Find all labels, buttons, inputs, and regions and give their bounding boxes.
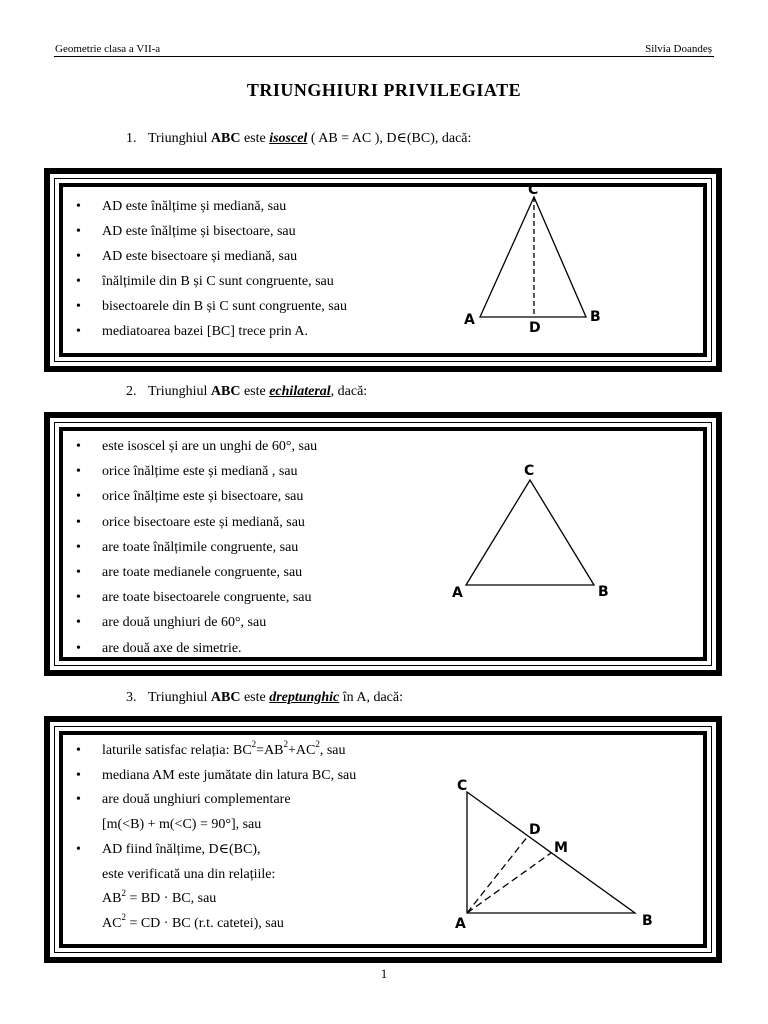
point-label-d: D: [529, 320, 541, 336]
header-author: Silvia Doandeș: [645, 43, 712, 55]
list-item-text: orice bisectoare este și mediană, sau: [102, 514, 305, 530]
triangle-abc: [467, 792, 635, 913]
list-item-text: =AB: [256, 743, 284, 758]
bullet-icon: •: [76, 464, 81, 480]
exponent: 2: [251, 739, 257, 750]
list-item-text: are toate înălțimile congruente, sau: [102, 539, 299, 555]
list-item-text: mediana AM este jumătate din latura BC, sau: [102, 767, 357, 783]
list-item-text: AD este bisectoare și mediană, sau: [102, 249, 298, 264]
list-item: [76, 269, 347, 294]
list-item: [76, 484, 317, 509]
section-1-heading: [126, 130, 471, 147]
list-item-text: mediatoarea bazei [BC] trece prin A.: [102, 324, 309, 339]
list-item: [76, 244, 347, 269]
bullet-icon: •: [76, 299, 81, 314]
vertex-label-a: A: [464, 312, 475, 328]
list-item-text: are toate medianele congruente, sau: [102, 565, 303, 581]
bullet-icon: •: [76, 565, 81, 581]
heading-text: este: [240, 690, 270, 705]
page-number: 1: [380, 966, 388, 981]
bullet-icon: •: [76, 841, 81, 857]
heading-text: este: [240, 131, 270, 146]
section-3-list: [76, 739, 356, 937]
vertex-label-c: C: [457, 778, 468, 794]
vertex-label-a: A: [455, 916, 466, 932]
heading-abc: ABC: [210, 131, 241, 146]
bullet-icon: •: [76, 324, 81, 339]
list-item: [76, 434, 317, 459]
heading-text: Triunghiul: [148, 690, 211, 705]
list-item-text: AD este înălțime și mediană, sau: [102, 199, 287, 214]
list-item-text: laturile satisfac relația: BC: [102, 743, 252, 758]
vertex-label-a: A: [452, 585, 463, 601]
triangle-abc: [480, 197, 586, 317]
list-item-text: are două axe de simetrie.: [102, 640, 242, 656]
list-item: [76, 510, 317, 535]
list-item: [76, 560, 317, 585]
list-item: [76, 459, 317, 484]
section-number: 2.: [126, 384, 137, 399]
heading-abc: ABC: [210, 384, 241, 399]
bullet-icon: •: [76, 274, 81, 289]
heading-text: , dacă:: [330, 384, 368, 399]
heading-keyword-echilateral: echilateral: [269, 384, 331, 399]
heading-keyword-isoscel: isoscel: [269, 131, 308, 146]
section-number: 1.: [126, 131, 137, 146]
vertex-label-b: B: [590, 309, 601, 325]
header-rule: [54, 56, 714, 57]
segment-am: [467, 853, 551, 913]
exponent: 2: [121, 887, 126, 898]
bullet-icon: •: [76, 767, 81, 783]
relation-text: AC: [102, 915, 122, 931]
list-item-text: AD este înălțime și bisectoare, sau: [102, 224, 296, 239]
heading-text: Triunghiul: [148, 384, 211, 399]
section-2-list: [76, 434, 317, 661]
point-label-d: D: [529, 822, 541, 838]
bullet-icon: •: [76, 792, 81, 808]
section-3-heading: [126, 690, 403, 706]
isosceles-triangle-figure: [460, 180, 610, 340]
list-item: [76, 194, 347, 219]
list-item: [76, 610, 317, 635]
exponent: 2: [315, 739, 320, 750]
list-item-text: înălțimile din B și C sunt congruente, sau: [102, 274, 334, 289]
bullet-icon: •: [76, 199, 81, 214]
list-item-text: este isoscel și are un unghi de 60°, sau: [102, 439, 318, 454]
exponent: 2: [283, 739, 289, 750]
header-subject: Geometrie clasa a VII-a: [55, 43, 161, 55]
page-title: TRIUNGHIURI PRIVILEGIATE: [246, 80, 522, 100]
bullet-icon: •: [76, 514, 81, 530]
bullet-icon: •: [76, 489, 81, 505]
list-item-text: , sau: [319, 743, 346, 758]
list-item: [76, 838, 356, 937]
list-item: [76, 764, 356, 789]
bullet-icon: •: [76, 249, 81, 264]
list-item-text: orice înălțime este și mediană , sau: [102, 464, 298, 480]
bullet-icon: •: [76, 224, 81, 239]
right-triangle-figure: [450, 770, 670, 940]
list-item-text: are două unghiuri complementare: [102, 792, 291, 808]
list-item-text: bisectoarele din B și C sunt congruente, sau: [102, 299, 347, 314]
heading-text: este: [240, 384, 270, 399]
list-item: [76, 788, 356, 837]
list-item: [76, 585, 317, 610]
list-item-text: +AC: [288, 743, 316, 758]
bullet-icon: •: [76, 590, 81, 606]
exponent: 2: [121, 912, 126, 923]
list-item-text: [m(<B) + m(<C) = 90°], sau: [102, 817, 262, 833]
segment-ad: [467, 836, 528, 913]
list-item: [76, 294, 347, 319]
bullet-icon: •: [76, 539, 81, 555]
list-item: [76, 739, 356, 764]
heading-text: în A, dacă:: [339, 690, 403, 705]
heading-keyword-dreptunghic: dreptunghic: [269, 690, 340, 705]
list-item: [76, 219, 347, 244]
list-item-text: are toate bisectoarele congruente, sau: [102, 590, 312, 606]
bullet-icon: •: [76, 743, 81, 758]
point-label-m: M: [554, 840, 568, 856]
list-item: [76, 535, 317, 560]
vertex-label-b: B: [642, 913, 653, 929]
relation-ac: [102, 912, 356, 937]
list-item-text: are două unghiuri de 60°, sau: [102, 615, 267, 631]
bullet-icon: •: [76, 615, 81, 631]
heading-text: ( AB = AC ), D∈(BC), dacă:: [307, 131, 472, 146]
bullet-icon: •: [76, 640, 81, 656]
relation-text: AB: [102, 891, 122, 907]
vertex-label-b: B: [598, 584, 609, 600]
list-item: [76, 636, 317, 661]
heading-text: Triunghiul: [148, 131, 211, 146]
list-item: [76, 319, 347, 344]
relation-text: = BD · BC, sau: [125, 891, 217, 907]
bullet-icon: •: [76, 439, 81, 454]
vertex-label-c: C: [524, 463, 535, 479]
list-item-text: AD fiind înălțime, D∈(BC),: [102, 841, 261, 857]
list-item-text: orice înălțime este și bisectoare, sau: [102, 489, 304, 505]
vertex-label-c: C: [528, 182, 539, 198]
section-2-heading: [126, 384, 367, 400]
list-item-text: este verificată una din relațiile:: [102, 866, 276, 882]
heading-abc: ABC: [210, 690, 241, 705]
section-number: 3.: [126, 690, 137, 705]
section-1-list: [76, 194, 347, 344]
triangle-abc: [466, 480, 594, 585]
equilateral-triangle-figure: [448, 460, 628, 610]
relation-ab: [102, 887, 356, 912]
relation-text: = CD · BC (r.t. catetei), sau: [125, 915, 284, 931]
